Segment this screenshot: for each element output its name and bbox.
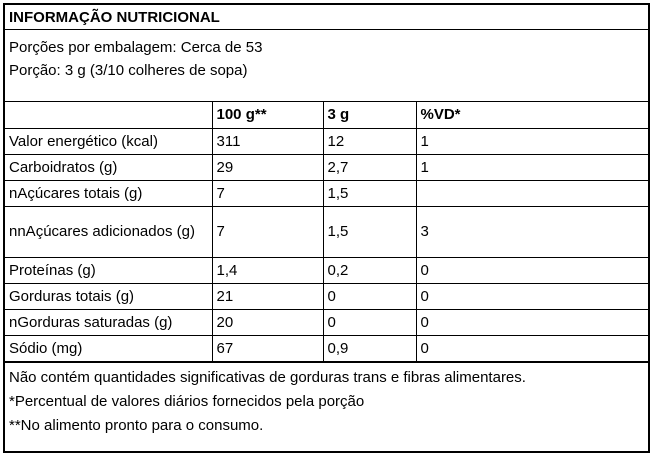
header-cell-nutrient <box>5 102 212 129</box>
value-vd: 1 <box>416 129 648 155</box>
value-per-100g: 1,4 <box>212 258 323 284</box>
value-per-serving: 1,5 <box>323 207 416 258</box>
value-per-100g: 311 <box>212 129 323 155</box>
table-row <box>5 336 648 362</box>
nutrient-name: Gorduras totais (g) <box>5 284 212 310</box>
value-per-serving: 0,9 <box>323 336 416 362</box>
value-per-100g: 7 <box>212 181 323 207</box>
value-per-serving: 12 <box>323 129 416 155</box>
nutrient-name: Valor energético (kcal) <box>5 129 212 155</box>
value-per-serving: 0 <box>323 310 416 336</box>
footnote-ready-to-eat: **No alimento pronto para o consumo. <box>9 417 264 434</box>
value-vd: 1 <box>416 155 648 181</box>
value-vd: 3 <box>416 207 648 258</box>
value-per-serving: 0,2 <box>323 258 416 284</box>
header-cell-per-serving: 3 g <box>323 102 416 129</box>
table-row <box>5 258 648 284</box>
value-per-100g: 21 <box>212 284 323 310</box>
nutrient-name: Carboidratos (g) <box>5 155 212 181</box>
table-row <box>5 284 648 310</box>
value-per-100g: 7 <box>212 207 323 258</box>
value-vd <box>416 181 648 207</box>
panel-title: INFORMAÇÃO NUTRICIONAL <box>5 5 648 30</box>
header-cell-vd: %VD* <box>416 102 648 129</box>
nutrient-name: nGorduras saturadas (g) <box>5 310 212 336</box>
serving-info <box>5 30 648 102</box>
value-vd: 0 <box>416 310 648 336</box>
nutrient-name: Sódio (mg) <box>5 336 212 362</box>
nutrient-name: nnAçúcares adicionados (g) <box>5 207 212 258</box>
table-row <box>5 181 648 207</box>
table-row <box>5 310 648 336</box>
table-row <box>5 207 648 258</box>
value-vd: 0 <box>416 284 648 310</box>
footnotes <box>5 388 648 438</box>
table-row <box>5 129 648 155</box>
nutrition-facts-panel <box>3 3 650 453</box>
servings-per-package: Porções por embalagem: Cerca de 53 <box>9 39 263 56</box>
footnote-vd: *Percentual de valores diários fornecidos pela porção <box>9 393 365 410</box>
table-header-row <box>5 102 648 129</box>
value-vd: 0 <box>416 258 648 284</box>
value-per-serving: 0 <box>323 284 416 310</box>
nutrient-name: nAçúcares totais (g) <box>5 181 212 207</box>
value-per-100g: 20 <box>212 310 323 336</box>
table-row <box>5 155 648 181</box>
nutrient-name: Proteínas (g) <box>5 258 212 284</box>
trans-fat-note: Não contém quantidades significativas de gorduras trans e fibras alimentares. <box>5 362 648 388</box>
value-vd: 0 <box>416 336 648 362</box>
serving-size: Porção: 3 g (3/10 colheres de sopa) <box>9 62 248 79</box>
value-per-serving: 1,5 <box>323 181 416 207</box>
header-cell-per-100g: 100 g** <box>212 102 323 129</box>
value-per-100g: 29 <box>212 155 323 181</box>
value-per-serving: 2,7 <box>323 155 416 181</box>
nutrition-table <box>5 102 648 362</box>
value-per-100g: 67 <box>212 336 323 362</box>
